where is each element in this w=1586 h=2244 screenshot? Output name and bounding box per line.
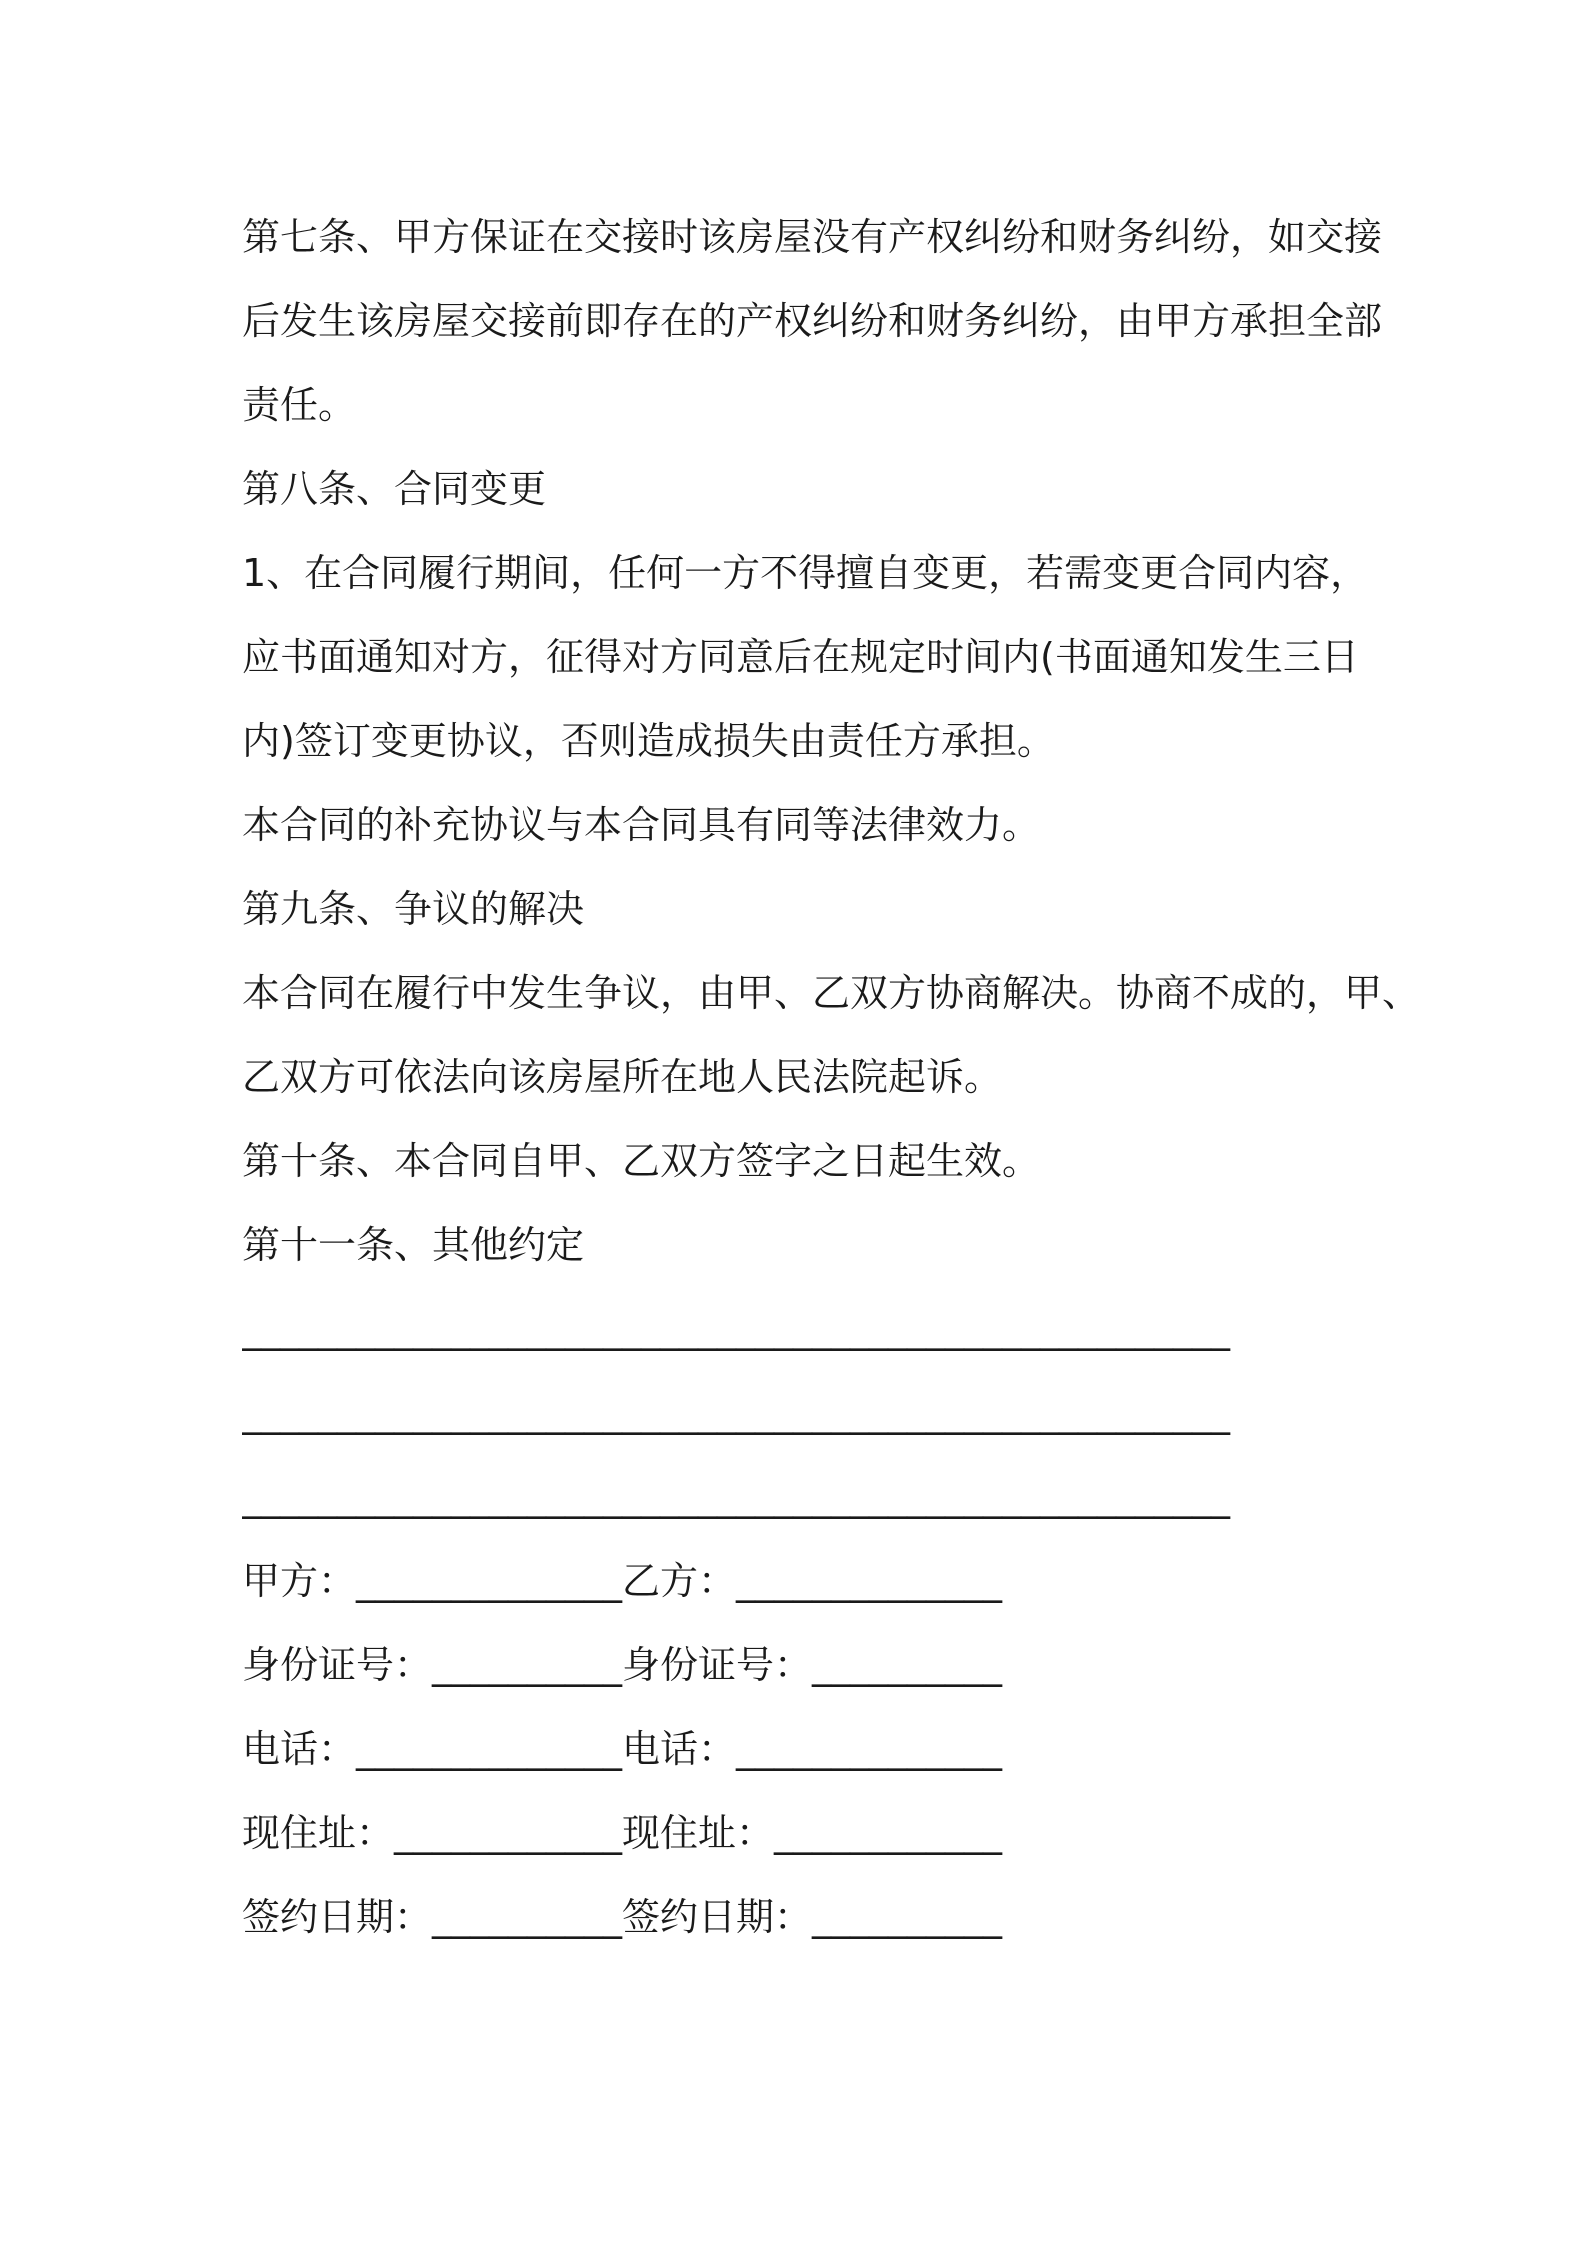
article-7 <box>242 195 1383 447</box>
article-9-line-2: 乙双方可依法向该房屋所在地人民法院起诉。 <box>242 1055 1003 1099</box>
article-11-heading: 第十一条、其他约定 <box>242 1223 585 1267</box>
article-7-line-2: 后发生该房屋交接前即存在的产权纠纷和财务纠纷，由甲方承担全部 <box>242 299 1383 343</box>
signature-phone-row: 电话：______________电话：______________ <box>242 1727 1003 1771</box>
article-8 <box>242 447 1369 867</box>
signature-address-row: 现住址：____________现住址：____________ <box>242 1811 1003 1855</box>
article-9-heading: 第九条、争议的解决 <box>242 887 585 931</box>
article-8-heading: 第八条、合同变更 <box>242 467 547 511</box>
blank-line-2: ____________________________________________________ <box>242 1391 1230 1435</box>
article-8-line-3: 内)签订变更协议，否则造成损失由责任方承担。 <box>242 719 1055 763</box>
blank-line-1: ____________________________________________________ <box>242 1307 1230 1351</box>
blank-line-3: ____________________________________________________ <box>242 1475 1230 1519</box>
signature-id-row: 身份证号：__________身份证号：__________ <box>242 1643 1003 1687</box>
article-9-line-1: 本合同在履行中发生争议，由甲、乙双方协商解决。协商不成的，甲、 <box>242 971 1421 1015</box>
article-9 <box>242 867 1421 1119</box>
document-body <box>242 195 1421 1959</box>
article-8-line-1: 1、在合同履行期间，任何一方不得擅自变更，若需变更合同内容， <box>242 551 1369 595</box>
article-10-text: 第十条、本合同自甲、乙双方签字之日起生效。 <box>242 1139 1041 1183</box>
article-8-line-2: 应书面通知对方，征得对方同意后在规定时间内(书面通知发生三日 <box>242 635 1359 679</box>
signature-party-row: 甲方：______________乙方：______________ <box>242 1559 1003 1603</box>
signature-date-row: 签约日期：__________签约日期：__________ <box>242 1895 1003 1939</box>
article-7-line-3: 责任。 <box>242 383 357 427</box>
signature-block <box>242 1539 1362 1959</box>
article-8-line-4: 本合同的补充协议与本合同具有同等法律效力。 <box>242 803 1041 847</box>
article-10 <box>242 1119 1362 1203</box>
article-11 <box>242 1203 1362 1539</box>
article-7-line-1: 第七条、甲方保证在交接时该房屋没有产权纠纷和财务纠纷，如交接 <box>242 215 1383 259</box>
